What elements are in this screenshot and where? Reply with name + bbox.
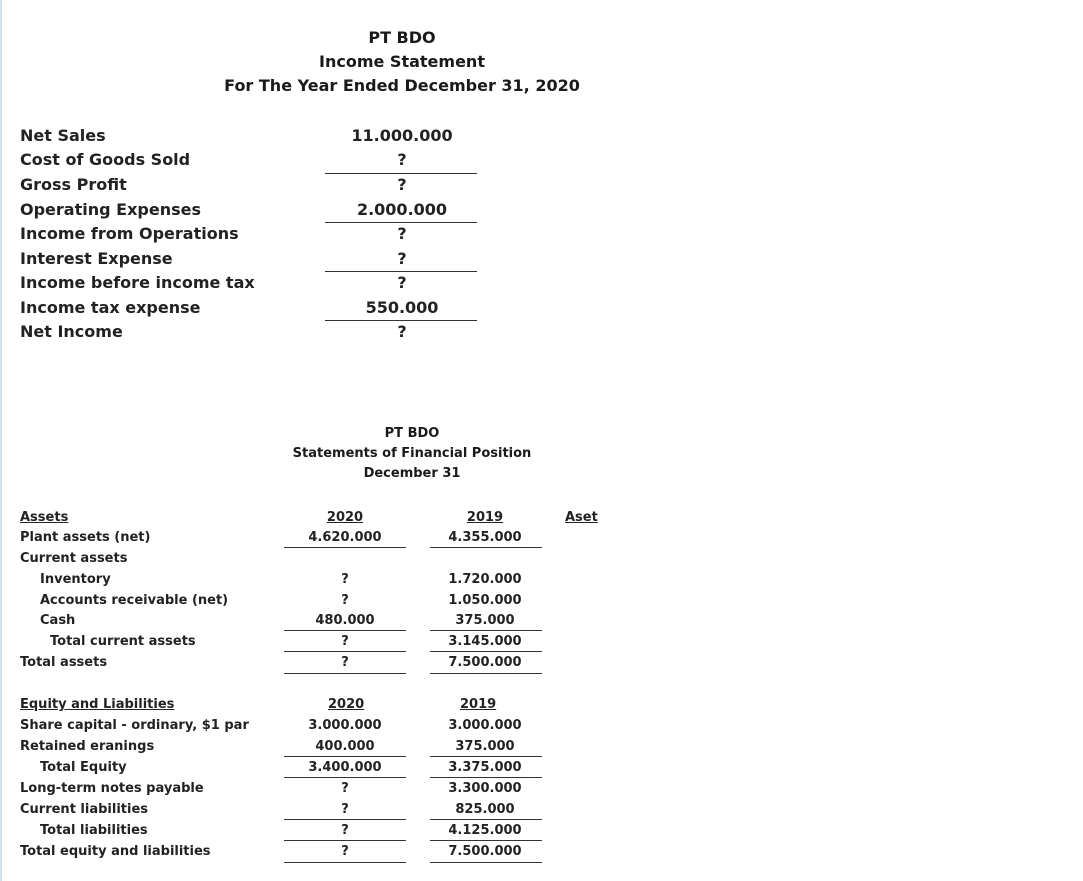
bs-row-label: Plant assets (net) <box>20 530 151 545</box>
is-row-label: Income from Operations <box>20 224 239 243</box>
bs-underline <box>284 547 406 548</box>
bs-row-label: Total equity and liabilities <box>20 844 211 859</box>
bs-value-2019: 7.500.000 <box>448 655 522 670</box>
bs-value-2019: 375.000 <box>455 739 515 754</box>
bs-value-2019: 4.355.000 <box>448 530 522 545</box>
bs-value-2019: 825.000 <box>455 802 515 817</box>
bs-value-2019: 1.720.000 <box>448 572 522 587</box>
is-row-label: Interest Expense <box>20 249 173 268</box>
bs-underline <box>430 630 542 631</box>
is-row-value: ? <box>397 175 407 194</box>
bs-underline <box>430 651 542 652</box>
bs-value-2020: ? <box>341 844 349 859</box>
is-underline <box>325 271 477 272</box>
bs-value-2019: 4.125.000 <box>448 823 522 838</box>
bs-value-2020: ? <box>341 572 349 587</box>
bs-underline <box>284 862 406 863</box>
aset-note: Aset <box>565 510 598 525</box>
bs-underline <box>430 862 542 863</box>
is-underline <box>325 173 477 174</box>
bs-value-2020: 400.000 <box>315 739 375 754</box>
bs-value-2020: ? <box>341 634 349 649</box>
bs-value-2019: 1.050.000 <box>448 593 522 608</box>
bs-row-label: Total Equity <box>40 760 127 775</box>
bs-date: December 31 <box>363 466 461 481</box>
bs-underline <box>430 819 542 820</box>
bs-underline <box>284 819 406 820</box>
bs-underline <box>284 673 406 674</box>
is-period: For The Year Ended December 31, 2020 <box>224 76 580 95</box>
is-company: PT BDO <box>368 28 436 47</box>
is-row-value: ? <box>397 322 407 341</box>
is-underline <box>325 222 477 223</box>
bs-value-2019: 3.375.000 <box>448 760 522 775</box>
bs-value-2020: 480.000 <box>315 613 375 628</box>
bs-row-label: Long-term notes payable <box>20 781 204 796</box>
bs-value-2020: ? <box>341 781 349 796</box>
bs-underline <box>284 840 406 841</box>
is-row-value: 550.000 <box>365 298 439 317</box>
bs-row-label: Total assets <box>20 655 108 670</box>
bs-value-2020: ? <box>341 823 349 838</box>
is-row-value: ? <box>397 249 407 268</box>
bs-underline <box>430 673 542 674</box>
is-row-label: Operating Expenses <box>20 200 201 219</box>
assets-heading: Assets <box>20 510 69 525</box>
equity-heading: Equity and Liabilities <box>20 697 175 712</box>
bs-value-2019: 3.000.000 <box>448 718 522 733</box>
bs-value-2020: 3.000.000 <box>308 718 382 733</box>
bs-value-2019: 7.500.000 <box>448 844 522 859</box>
bs-title: Statements of Financial Position <box>292 446 532 461</box>
bs-value-2020: ? <box>341 655 349 670</box>
bs-value-2019: 3.145.000 <box>448 634 522 649</box>
is-row-label: Gross Profit <box>20 175 127 194</box>
is-row-value: ? <box>397 224 407 243</box>
bs-underline <box>430 840 542 841</box>
bs-value-2020: ? <box>341 593 349 608</box>
bs-row-label: Cash <box>40 613 76 628</box>
bs-row-label: Current liabilities <box>20 802 149 817</box>
bs-value-2019: 3.300.000 <box>448 781 522 796</box>
is-row-label: Income before income tax <box>20 273 255 292</box>
is-title: Income Statement <box>319 52 485 71</box>
bs-value-2019: 375.000 <box>455 613 515 628</box>
equity-col-2019: 2019 <box>460 697 497 712</box>
is-row-label: Income tax expense <box>20 298 201 317</box>
is-row-label: Net Sales <box>20 126 106 145</box>
is-row-value: 11.000.000 <box>351 126 453 145</box>
bs-value-2020: ? <box>341 802 349 817</box>
is-row-value: ? <box>397 150 407 169</box>
bs-row-label: Inventory <box>40 572 111 587</box>
bs-underline <box>284 651 406 652</box>
assets-col-2019: 2019 <box>466 510 504 525</box>
bs-underline <box>284 777 406 778</box>
bs-underline <box>430 547 542 548</box>
bs-row-label: Total current assets <box>50 634 196 649</box>
bs-underline <box>284 756 406 757</box>
bs-row-label: Current assets <box>20 551 128 566</box>
assets-col-2020: 2020 <box>326 510 364 525</box>
bs-row-label: Retained eranings <box>20 739 155 754</box>
is-underline <box>325 320 477 321</box>
is-row-label: Cost of Goods Sold <box>20 150 191 169</box>
bs-underline <box>430 756 542 757</box>
bs-value-2020: 4.620.000 <box>308 530 382 545</box>
is-row-label: Net Income <box>20 322 123 341</box>
bs-row-label: Accounts receivable (net) <box>40 593 229 608</box>
bs-underline <box>430 777 542 778</box>
equity-col-2020: 2020 <box>328 697 365 712</box>
bs-value-2020: 3.400.000 <box>308 760 382 775</box>
is-row-value: 2.000.000 <box>356 200 448 219</box>
bs-row-label: Share capital - ordinary, $1 par <box>20 718 249 733</box>
is-row-value: ? <box>397 273 407 292</box>
bs-underline <box>284 630 406 631</box>
bs-company: PT BDO <box>384 426 440 441</box>
bs-row-label: Total liabilities <box>40 823 148 838</box>
